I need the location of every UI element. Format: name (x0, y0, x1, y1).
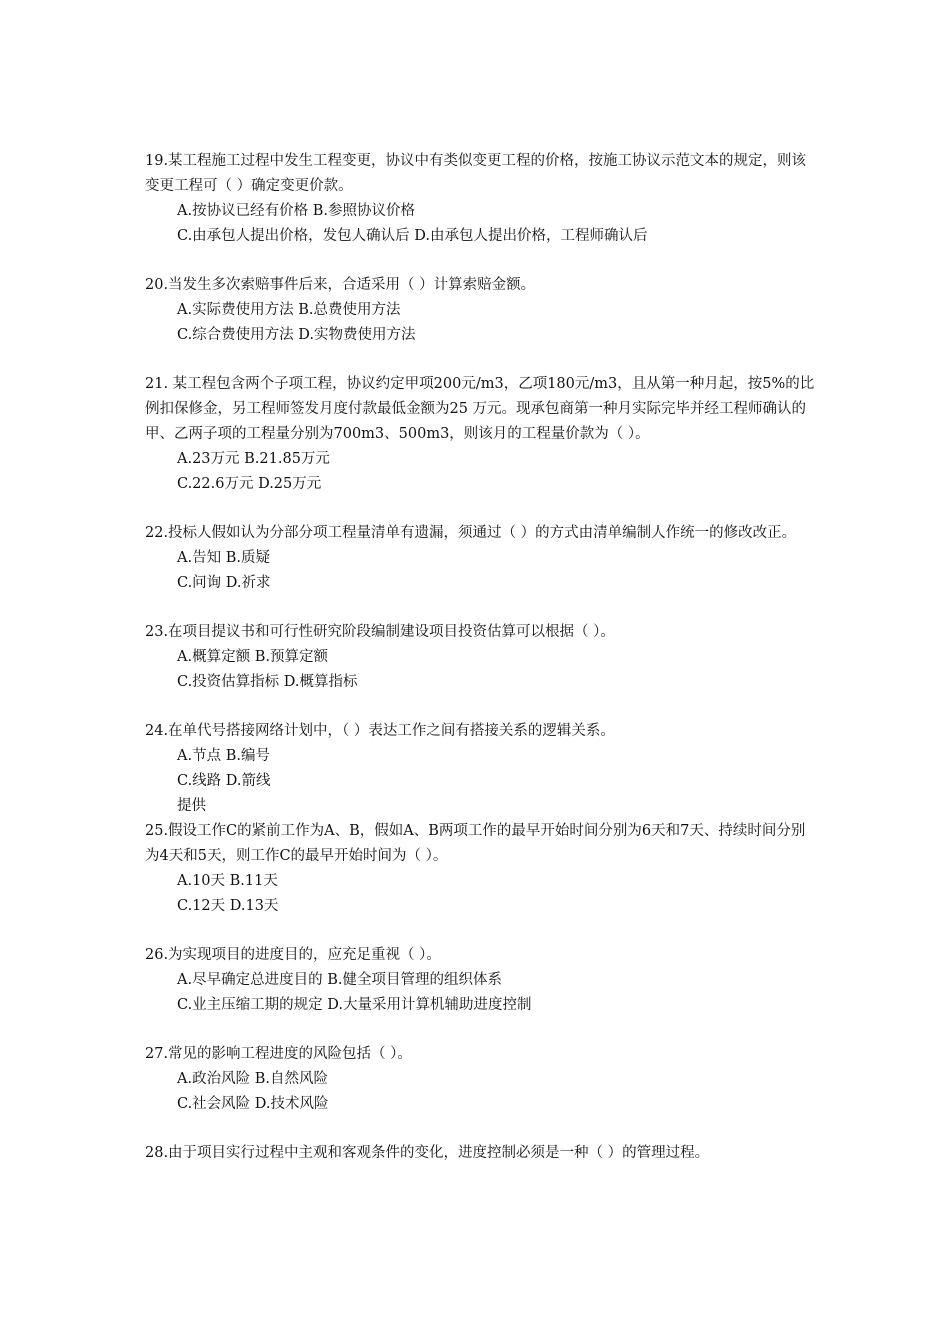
question-text: 24.在单代号搭接网络计划中，（ ）表达工作之间有搭接关系的逻辑关系。 (145, 723, 615, 739)
question-options-cd: C.问询 D.祈求 (177, 575, 271, 591)
question-options-cd: C.社会风险 D.技术风险 (177, 1096, 329, 1112)
question-26 (145, 943, 817, 1018)
question-options-cd: C.12天 D.13天 (177, 898, 279, 914)
question-text: 27.常见的影响工程进度的风险包括（ ）。 (145, 1046, 412, 1062)
question-options-ab: A.按协议已经有价格 B.参照协议价格 (177, 203, 415, 219)
question-25 (145, 819, 817, 919)
question-27 (145, 1042, 817, 1117)
question-text: 25.假设工作C的紧前工作为A、B，假如A、B两项工作的最早开始时间分别为6天和7天、持续时间分别为4天和5天，则工作C的最早开始时间为（ ）。 (145, 823, 806, 864)
question-options-ab: A.概算定额 B.预算定额 (177, 649, 328, 665)
question-text: 20.当发生多次索赔事件后来，合适采用（ ）计算索赔金额。 (145, 277, 536, 293)
question-options-ab: A.实际费使用方法 B.总费使用方法 (177, 302, 401, 318)
question-24 (145, 719, 817, 819)
question-options-ab: A.政治风险 B.自然风险 (177, 1071, 328, 1087)
question-options-ab: A.尽早确定总进度目的 B.健全项目管理的组织体系 (177, 972, 502, 988)
question-22 (145, 521, 817, 596)
question-options-cd: C.由承包人提出价格，发包人确认后 D.由承包人提出价格，工程师确认后 (177, 228, 648, 244)
question-23 (145, 620, 817, 695)
question-options-ab: A.告知 B.质疑 (177, 550, 270, 566)
question-text: 28.由于项目实行过程中主观和客观条件的变化，进度控制必须是一种（ ）的管理过程。 (145, 1145, 710, 1161)
question-options-cd: C.投资估算指标 D.概算指标 (177, 674, 358, 690)
question-options-cd: C.22.6万元 D.25万元 (177, 476, 322, 492)
question-21 (145, 372, 817, 497)
question-options-cd: C.线路 D.箭线 (177, 773, 271, 789)
question-text: 21. 某工程包含两个子项工程，协议约定甲项200元/m3，乙项180元/m3，且从第一种月起，按5%的比例扣保修金，另工程师签发月度付款最低金额为25 万元。现承包商第一种月实际完毕并经工程师确认的甲、乙两子项的工程量分别为700m3、500m3，则该月的工程量价款为（ ）。 (145, 376, 815, 442)
question-options-ab: A.23万元 B.21.85万元 (177, 451, 330, 467)
question-options-ab: A.10天 B.11天 (177, 873, 278, 889)
question-20 (145, 273, 817, 348)
question-19 (145, 149, 817, 249)
question-28 (145, 1141, 817, 1166)
question-options-cd: C.业主压缩工期的规定 D.大量采用计算机辅助进度控制 (177, 997, 532, 1013)
stray-text: 提供 (177, 798, 206, 814)
question-text: 19.某工程施工过程中发生工程变更，协议中有类似变更工程的价格，按施工协议示范文本的规定，则该变更工程可（ ）确定变更价款。 (145, 153, 807, 194)
question-options-cd: C.综合费使用方法 D.实物费使用方法 (177, 327, 416, 343)
question-text: 26.为实现项目的进度目的，应充足重视（ ）。 (145, 947, 441, 963)
question-text: 22.投标人假如认为分部分项工程量清单有遗漏，须通过（ ）的方式由清单编制人作统一的修改改正。 (145, 525, 797, 541)
question-text: 23.在项目提议书和可行性研究阶段编制建设项目投资估算可以根据（ ）。 (145, 624, 615, 640)
question-options-ab: A.节点 B.编号 (177, 748, 270, 764)
question-list (145, 149, 817, 1166)
